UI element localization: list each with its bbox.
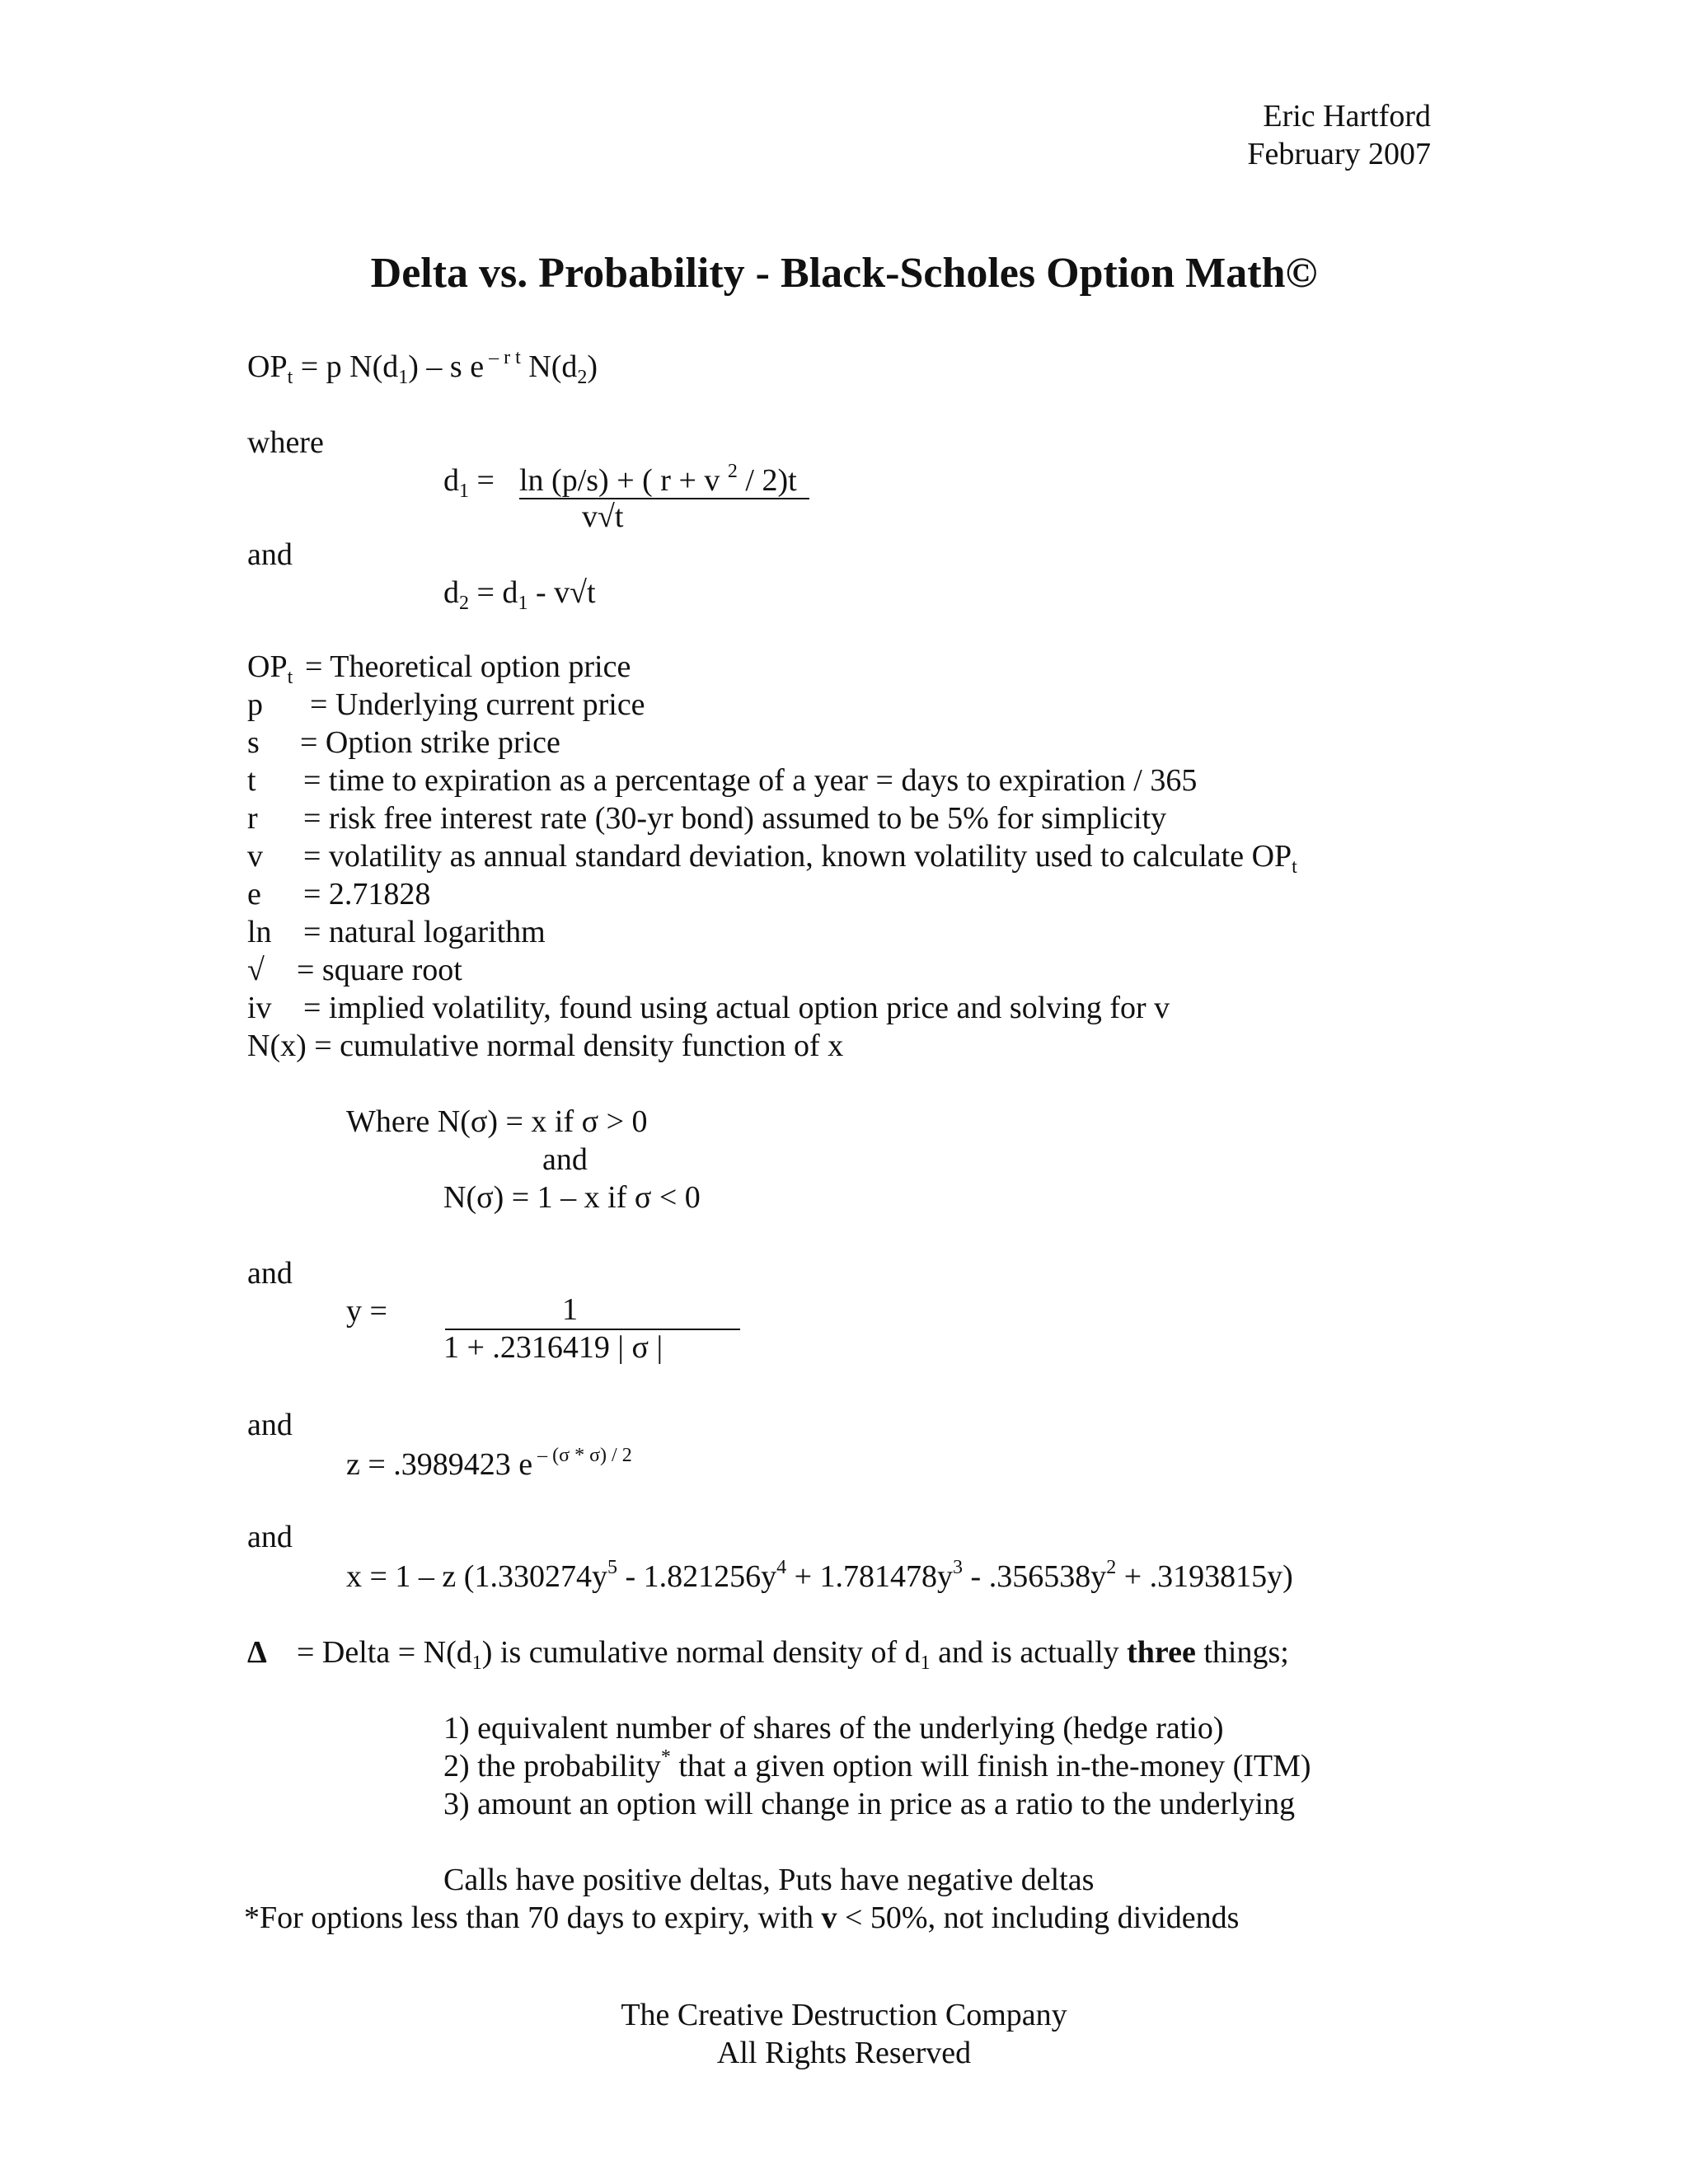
formula-sub-2: 2: [577, 367, 588, 388]
sigma-condition-and: and: [542, 1142, 588, 1177]
formula-exponent: – r t: [484, 347, 521, 368]
delta-symbol: Δ: [247, 1635, 267, 1670]
definition-symbol: p: [247, 687, 263, 722]
page-title: Delta vs. Probability - Black-Scholes Option Math©: [370, 250, 1318, 297]
formula-lhs: OP: [247, 349, 288, 384]
footnote-bold-v: v: [821, 1900, 837, 1935]
z-formula-exponent: – (σ * σ) / 2: [532, 1445, 632, 1466]
z-formula-base: z = .3989423 e: [346, 1447, 533, 1482]
d1-denominator: v√t: [582, 499, 624, 534]
delta-bold-three: three: [1127, 1635, 1196, 1670]
definition-symbol: e: [247, 877, 261, 912]
sigma-condition-1: Where N(σ) = x if σ > 0: [346, 1104, 648, 1139]
and-label-2: and: [247, 1256, 293, 1291]
d2-label: d: [443, 575, 459, 610]
footnote: *For options less than 70 days to expiry, with v < 50%, not including dividends: [244, 1900, 1240, 1935]
definition-symbol: iv: [247, 991, 272, 1025]
and-label-4: and: [247, 1520, 293, 1554]
delta-item-2: 2) the probability* that a given option will finish in-the-money (ITM): [443, 1746, 1311, 1783]
author-name: Eric Hartford: [1263, 99, 1431, 134]
definition-text: = square root: [297, 953, 462, 987]
definition-text: = natural logarithm: [303, 915, 546, 949]
definition-text: = Underlying current price: [310, 687, 645, 722]
definition-text: = 2.71828: [303, 877, 431, 912]
definition-symbol: s: [247, 725, 260, 760]
footer-company: The Creative Destruction Company: [621, 1998, 1067, 2032]
x-formula: x = 1 – z $(1.330274y^5 - 1.821256y^4 + 1.781478y^3 - .356538y^2 + .3193815y)$: [346, 1557, 1293, 1594]
d1-numerator-text: ln (p/s) + ( r + v: [519, 463, 728, 498]
d2-mid-sub: 1: [518, 593, 528, 614]
definition-symbol: r: [247, 801, 258, 836]
d1-numerator: [519, 462, 797, 499]
d2-mid: = d: [469, 575, 518, 610]
definition-text: = time to expiration as a percentage of a year = days to expiration / 365: [303, 763, 1198, 798]
d1-label: d: [443, 463, 459, 498]
definition-symbol: t: [247, 763, 256, 798]
d1-numerator-sup: 2: [727, 461, 738, 482]
d1-numerator-end: / 2)t: [737, 463, 797, 498]
definition-text: = volatility as annual standard deviation, known volatility used to calculate $OP_t$: [303, 839, 1297, 878]
definition-symbol: v: [247, 839, 263, 874]
d1-label-sub: 1: [459, 480, 469, 502]
formula-part-3: N(d: [520, 349, 578, 384]
and-label-3: and: [247, 1408, 293, 1442]
z-formula: [346, 1446, 632, 1483]
formula-lhs-sub: t: [287, 367, 293, 388]
d2-formula: [443, 574, 596, 612]
and-label-1: and: [247, 537, 293, 572]
definition-symbol: √: [247, 953, 265, 987]
delta-item-1: 1) equivalent number of shares of the underlying (hedge ratio): [443, 1711, 1224, 1746]
definition-symbol: ln: [247, 915, 272, 949]
d2-label-sub: 2: [459, 593, 469, 614]
where-label: where: [247, 425, 324, 460]
definition-symbol: $OP_t$: [247, 649, 293, 688]
d2-end: - v√t: [528, 575, 596, 610]
definition-text: = Option strike price: [300, 725, 560, 760]
y-denominator: 1 + .2316419 | σ |: [443, 1330, 663, 1365]
formula-part-1: = p N(d: [293, 349, 399, 384]
footer-rights: All Rights Reserved: [716, 2036, 972, 2070]
option-price-formula: [247, 348, 598, 386]
delta-item-3: 3) amount an option will change in price as a ratio to the underlying: [443, 1787, 1296, 1821]
d1-formula: [443, 462, 495, 502]
y-formula-lhs: y =: [346, 1294, 387, 1329]
calls-puts-note: Calls have positive deltas, Puts have negative deltas: [443, 1863, 1095, 1897]
nx-definition: N(x) = cumulative normal density function of x: [247, 1029, 844, 1063]
delta-definition: = Delta = $N(d_1)$ is cumulative normal density of $d_1$ and is actually three things;: [297, 1635, 1289, 1674]
definition-text: = implied volatility, found using actual option price and solving for v: [303, 991, 1170, 1025]
formula-sub-1: 1: [398, 367, 409, 388]
definition-text: = risk free interest rate (30-yr bond) assumed to be 5% for simplicity: [303, 801, 1167, 836]
formula-part-4: ): [587, 349, 598, 384]
sigma-condition-2: N(σ) = 1 – x if σ < 0: [443, 1180, 701, 1215]
definition-text: = Theoretical option price: [305, 649, 631, 684]
document-date: February 2007: [1247, 137, 1431, 171]
formula-part-2: ) – s e: [408, 349, 485, 384]
d1-equals: =: [469, 463, 495, 498]
y-numerator: 1: [562, 1292, 578, 1327]
d1-fraction-line: [519, 498, 809, 499]
footnote-marker: *: [660, 1746, 671, 1768]
